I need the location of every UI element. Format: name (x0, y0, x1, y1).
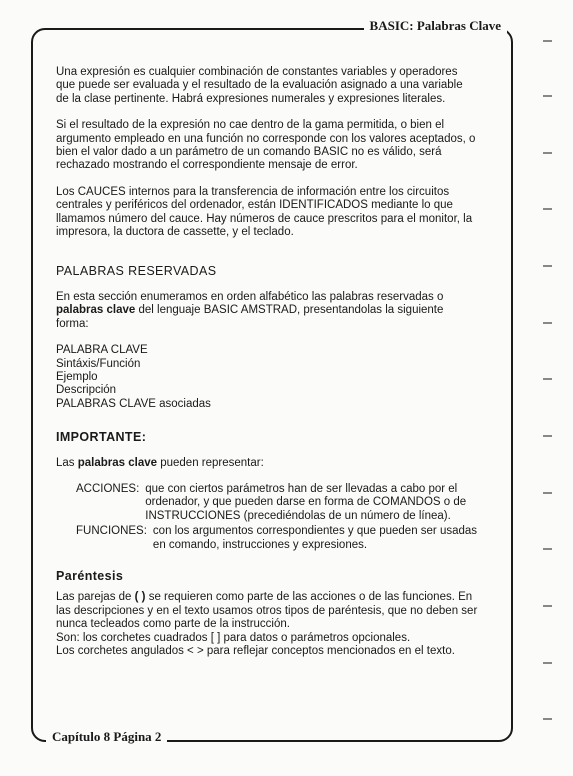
margin-marks (543, 40, 553, 760)
definition-desc: que con ciertos parámetros han de ser llevadas a cabo por el ordenador, y que pueden darse en forma de COMANDOS o de INSTRUCCIONES (precediéndolas de un número de línea). (145, 482, 467, 522)
page-footer: Capítulo 8 Página 2 (46, 729, 167, 745)
margin-tick (543, 662, 552, 664)
margin-tick (543, 492, 552, 494)
keyword-format-list (56, 344, 478, 411)
margin-tick (543, 435, 552, 437)
margin-tick (543, 95, 552, 97)
parentesis-line: Son: los corchetes cuadrados [ ] para datos o parámetros opcionales. (56, 631, 411, 644)
definition-acciones (76, 483, 478, 523)
format-line: Descripción (56, 384, 117, 397)
margin-tick (543, 208, 552, 210)
margin-tick (543, 265, 552, 267)
margin-tick (543, 322, 552, 324)
parentesis-paragraph: Las parejas de ( ) se requieren como parte de las acciones o de las funciones. En las descripciones y en el texto usamos otros tipos de paréntesis, que no deben ser nunca tecleados como parte de la instrucción. (56, 591, 478, 631)
format-line: PALABRA CLAVE (56, 344, 148, 357)
definition-term: FUNCIONES: (76, 525, 147, 538)
margin-tick (543, 605, 552, 607)
section-heading-reservadas: PALABRAS RESERVADAS (56, 264, 217, 279)
section-heading-importante: IMPORTANTE: (56, 430, 147, 445)
format-line: Ejemplo (56, 370, 98, 383)
definition-list (76, 483, 478, 552)
section-heading-parentesis: Paréntesis (56, 568, 124, 583)
paragraph-cauces: Los CAUCES internos para la transferencia de información entre los circuitos centrales y periféricos del ordenador, están IDENTIFICADOS mediante lo que llamamos número del cauce. Hay números de cauce prescritos para el monitor, la impresora, la ductora de cassette, y el teclado. (56, 185, 473, 239)
reservadas-intro: En esta sección enumeramos en orden alfabético las palabras reservadas o palabras clave del lenguaje BASIC AMSTRAD, presentandolas la siguiente forma: (56, 290, 444, 330)
definition-funciones (76, 525, 478, 552)
definition-desc: con los argumentos correspondientes y que pueden ser usadas en comando, instrucciones y expresiones. (152, 525, 478, 551)
margin-tick (543, 378, 552, 380)
paragraph-error: Si el resultado de la expresión no cae dentro de la gama permitida, o bien el argumento empleado en una función no corresponde con los valores aceptados, o bien el valor dado a un parámetro de un comando BASIC no es válido, será rechazado mostrando el correspondiente mensaje de error. (56, 119, 476, 172)
paragraph-expresion: Una expresión es cualquier combinación de constantes variables y operadores que puede ser evaluada y el resultado de la evaluación asignado a una variable de la clase pertinente. Habrá expresiones numerales y expresiones literales. (56, 66, 463, 105)
margin-tick (543, 40, 552, 42)
margin-tick (543, 152, 552, 154)
format-line: PALABRAS CLAVE asociadas (56, 397, 211, 410)
margin-tick (543, 548, 552, 550)
page-body (56, 66, 478, 658)
definition-term: ACCIONES: (76, 482, 140, 495)
format-line: Sintáxis/Función (56, 357, 141, 370)
margin-tick (543, 718, 552, 720)
page-header: BASIC: Palabras Clave (364, 18, 507, 34)
importante-intro: Las palabras clave pueden representar: (56, 456, 264, 469)
parentesis-line: Los corchetes angulados < > para reflejar conceptos mencionados en el texto. (56, 645, 455, 657)
